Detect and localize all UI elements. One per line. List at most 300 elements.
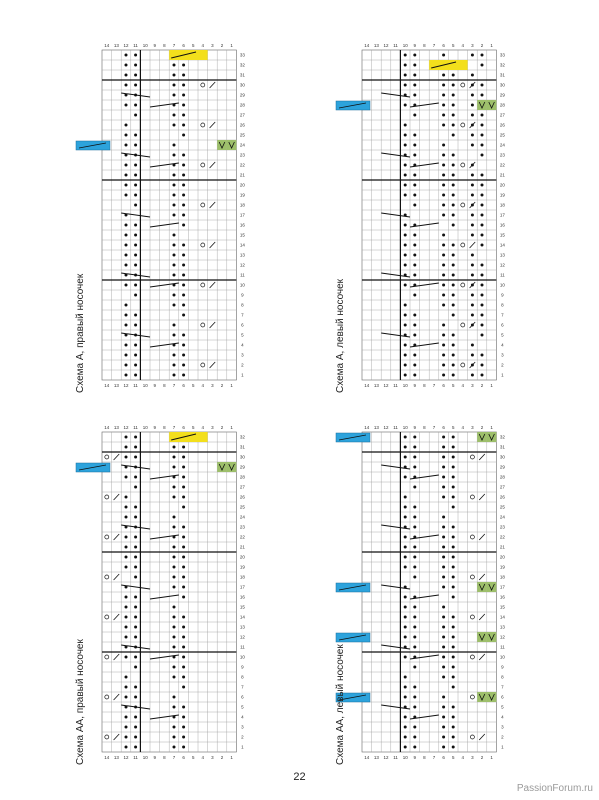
purl-stitch: [173, 94, 176, 97]
purl-stitch: [182, 466, 185, 469]
row-label: 22: [499, 534, 505, 540]
purl-stitch: [442, 636, 445, 639]
purl-stitch: [173, 64, 176, 67]
purl-stitch: [442, 184, 445, 187]
purl-stitch: [404, 546, 407, 549]
column-label: 5: [451, 755, 455, 760]
purl-stitch: [125, 546, 128, 549]
purl-stitch: [442, 334, 445, 337]
purl-stitch: [125, 104, 128, 107]
purl-stitch: [442, 736, 445, 739]
purl-stitch: [471, 234, 474, 237]
purl-stitch: [134, 144, 137, 147]
purl-stitch: [442, 576, 445, 579]
purl-stitch: [134, 606, 137, 609]
purl-stitch: [481, 204, 484, 207]
purl-stitch: [413, 636, 416, 639]
column-label: 1: [230, 755, 233, 760]
column-label: 14: [364, 755, 370, 760]
column-label: 10: [402, 425, 408, 430]
purl-stitch: [471, 104, 474, 107]
row-label: 19: [499, 192, 505, 198]
purl-stitch: [413, 706, 416, 709]
purl-stitch: [173, 696, 176, 699]
purl-stitch: [173, 606, 176, 609]
row-label: 24: [499, 514, 505, 520]
purl-stitch: [442, 436, 445, 439]
purl-stitch: [442, 626, 445, 629]
purl-stitch: [452, 456, 455, 459]
purl-stitch: [452, 274, 455, 277]
purl-stitch: [173, 626, 176, 629]
row-label: 31: [239, 72, 245, 78]
purl-stitch: [182, 726, 185, 729]
purl-stitch: [404, 184, 407, 187]
purl-stitch: [182, 656, 185, 659]
purl-stitch: [134, 294, 137, 297]
yellow-cable-highlight: [169, 50, 207, 60]
purl-stitch: [182, 616, 185, 619]
purl-stitch: [481, 304, 484, 307]
row-label: 13: [499, 252, 505, 258]
row-label: 5: [241, 332, 244, 338]
column-label: 1: [230, 383, 233, 388]
row-label: 18: [499, 574, 505, 580]
column-label: 4: [201, 43, 205, 48]
purl-stitch: [404, 264, 407, 267]
purl-stitch: [125, 566, 128, 569]
row-label: 30: [239, 454, 245, 460]
purl-stitch: [125, 656, 128, 659]
purl-stitch: [173, 214, 176, 217]
purl-stitch: [413, 234, 416, 237]
purl-stitch: [134, 364, 137, 367]
purl-stitch: [413, 546, 416, 549]
row-label: 2: [241, 734, 244, 740]
purl-stitch: [182, 476, 185, 479]
purl-stitch: [125, 234, 128, 237]
purl-stitch: [452, 566, 455, 569]
purl-stitch: [442, 374, 445, 377]
purl-stitch: [173, 114, 176, 117]
purl-stitch: [442, 364, 445, 367]
purl-stitch: [442, 716, 445, 719]
purl-stitch: [404, 144, 407, 147]
column-label: 8: [163, 383, 166, 388]
purl-stitch: [125, 726, 128, 729]
row-label: 3: [501, 352, 504, 358]
purl-stitch: [413, 184, 416, 187]
purl-stitch: [413, 696, 416, 699]
purl-stitch: [125, 144, 128, 147]
row-label: 18: [239, 574, 245, 580]
purl-stitch: [481, 144, 484, 147]
row-label: 20: [499, 554, 505, 560]
purl-stitch: [452, 184, 455, 187]
purl-stitch: [125, 516, 128, 519]
purl-stitch: [182, 556, 185, 559]
column-label: 1: [490, 755, 493, 760]
purl-stitch: [413, 204, 416, 207]
row-label: 18: [239, 202, 245, 208]
row-label: 32: [499, 62, 505, 68]
column-label: 3: [211, 383, 214, 388]
purl-stitch: [182, 204, 185, 207]
purl-stitch: [404, 374, 407, 377]
purl-stitch: [134, 456, 137, 459]
purl-stitch: [173, 736, 176, 739]
purl-stitch: [173, 646, 176, 649]
column-label: 1: [490, 383, 493, 388]
purl-stitch: [413, 646, 416, 649]
purl-stitch: [452, 314, 455, 317]
purl-stitch: [442, 54, 445, 57]
column-label: 4: [201, 755, 205, 760]
purl-stitch: [173, 556, 176, 559]
purl-stitch: [442, 746, 445, 749]
column-label: 8: [423, 755, 426, 760]
purl-stitch: [134, 114, 137, 117]
column-label: 9: [153, 425, 157, 430]
column-label: 7: [432, 425, 436, 430]
purl-stitch: [404, 234, 407, 237]
purl-stitch: [173, 274, 176, 277]
purl-stitch: [134, 696, 137, 699]
row-label: 28: [499, 474, 505, 480]
column-label: 14: [364, 43, 370, 48]
purl-stitch: [404, 556, 407, 559]
row-label: 27: [239, 112, 245, 118]
column-label: 14: [104, 43, 110, 48]
column-label: 8: [423, 43, 426, 48]
row-label: 19: [499, 564, 505, 570]
column-label: 13: [113, 43, 119, 48]
row-label: 11: [240, 644, 245, 650]
purl-stitch: [452, 254, 455, 257]
purl-stitch: [182, 536, 185, 539]
purl-stitch: [182, 586, 185, 589]
purl-stitch: [134, 374, 137, 377]
purl-stitch: [404, 506, 407, 509]
purl-stitch: [182, 114, 185, 117]
purl-stitch: [452, 104, 455, 107]
row-label: 21: [499, 172, 505, 178]
chart-grid: [340, 420, 510, 762]
purl-stitch: [134, 134, 137, 137]
column-label: 11: [133, 755, 138, 760]
purl-stitch: [404, 254, 407, 257]
purl-stitch: [442, 204, 445, 207]
purl-stitch: [182, 314, 185, 317]
purl-stitch: [442, 174, 445, 177]
purl-stitch: [125, 264, 128, 267]
row-label: 32: [499, 434, 505, 440]
row-label: 9: [241, 664, 244, 670]
purl-stitch: [413, 556, 416, 559]
purl-stitch: [471, 294, 474, 297]
purl-stitch: [134, 84, 137, 87]
row-label: 27: [499, 112, 505, 118]
purl-stitch: [173, 456, 176, 459]
column-label: 14: [104, 383, 110, 388]
purl-stitch: [442, 726, 445, 729]
purl-stitch: [452, 304, 455, 307]
purl-stitch: [134, 344, 137, 347]
purl-stitch: [442, 94, 445, 97]
row-label: 29: [239, 92, 245, 98]
purl-stitch: [413, 314, 416, 317]
row-label: 19: [239, 564, 245, 570]
purl-stitch: [413, 324, 416, 327]
column-label: 2: [480, 755, 484, 760]
row-label: 8: [241, 302, 244, 308]
purl-stitch: [182, 224, 185, 227]
column-label: 10: [142, 425, 148, 430]
column-label: 2: [220, 43, 224, 48]
purl-stitch: [452, 154, 455, 157]
purl-stitch: [125, 436, 128, 439]
column-label: 5: [451, 383, 455, 388]
purl-stitch: [452, 546, 455, 549]
purl-stitch: [404, 324, 407, 327]
row-label: 2: [501, 362, 504, 368]
column-label: 8: [423, 425, 426, 430]
purl-stitch: [413, 686, 416, 689]
purl-stitch: [182, 706, 185, 709]
purl-stitch: [452, 446, 455, 449]
purl-stitch: [125, 636, 128, 639]
purl-stitch: [404, 656, 407, 659]
row-label: 22: [239, 534, 245, 540]
column-label: 7: [432, 43, 436, 48]
column-label: 3: [471, 383, 474, 388]
purl-stitch: [442, 646, 445, 649]
row-label: 26: [239, 122, 245, 128]
purl-stitch: [125, 364, 128, 367]
purl-stitch: [125, 696, 128, 699]
row-label: 33: [499, 52, 505, 58]
purl-stitch: [182, 456, 185, 459]
purl-stitch: [125, 164, 128, 167]
purl-stitch: [452, 746, 455, 749]
purl-stitch: [404, 74, 407, 77]
column-label: 7: [172, 383, 176, 388]
purl-stitch: [182, 354, 185, 357]
row-label: 4: [241, 714, 244, 720]
purl-stitch: [134, 616, 137, 619]
purl-stitch: [125, 194, 128, 197]
purl-stitch: [413, 626, 416, 629]
purl-stitch: [173, 576, 176, 579]
row-label: 12: [499, 634, 505, 640]
row-label: 26: [499, 122, 505, 128]
column-label: 4: [461, 43, 465, 48]
purl-stitch: [413, 486, 416, 489]
row-label: 24: [239, 142, 245, 148]
purl-stitch: [134, 194, 137, 197]
purl-stitch: [404, 224, 407, 227]
purl-stitch: [471, 264, 474, 267]
purl-stitch: [182, 214, 185, 217]
column-label: 8: [163, 755, 166, 760]
purl-stitch: [404, 244, 407, 247]
purl-stitch: [134, 666, 137, 669]
purl-stitch: [173, 264, 176, 267]
purl-stitch: [182, 194, 185, 197]
row-label: 5: [501, 332, 504, 338]
row-label: 1: [241, 744, 244, 750]
purl-stitch: [452, 344, 455, 347]
purl-stitch: [413, 64, 416, 67]
column-label: 6: [442, 425, 445, 430]
purl-stitch: [134, 174, 137, 177]
purl-stitch: [134, 686, 137, 689]
purl-stitch: [182, 304, 185, 307]
row-label: 17: [499, 584, 505, 590]
row-label: 27: [239, 484, 245, 490]
purl-stitch: [442, 706, 445, 709]
purl-stitch: [182, 626, 185, 629]
purl-stitch: [134, 324, 137, 327]
column-label: 12: [383, 383, 389, 388]
row-label: 11: [500, 272, 505, 278]
purl-stitch: [134, 446, 137, 449]
purl-stitch: [442, 284, 445, 287]
column-label: 10: [142, 755, 148, 760]
row-label: 4: [501, 714, 504, 720]
purl-stitch: [481, 364, 484, 367]
purl-stitch: [125, 314, 128, 317]
row-label: 21: [499, 544, 505, 550]
purl-stitch: [125, 456, 128, 459]
purl-stitch: [442, 486, 445, 489]
purl-stitch: [471, 74, 474, 77]
purl-stitch: [452, 636, 455, 639]
purl-stitch: [471, 144, 474, 147]
row-label: 14: [239, 242, 245, 248]
purl-stitch: [481, 154, 484, 157]
purl-stitch: [442, 234, 445, 237]
column-label: 4: [461, 755, 465, 760]
purl-stitch: [182, 736, 185, 739]
column-label: 9: [153, 383, 157, 388]
purl-stitch: [452, 364, 455, 367]
purl-stitch: [404, 124, 407, 127]
column-label: 12: [383, 425, 389, 430]
purl-stitch: [134, 204, 137, 207]
purl-stitch: [125, 344, 128, 347]
purl-stitch: [173, 254, 176, 257]
purl-stitch: [442, 616, 445, 619]
column-label: 2: [220, 755, 224, 760]
row-label: 16: [239, 222, 245, 228]
purl-stitch: [173, 234, 176, 237]
row-label: 8: [241, 674, 244, 680]
column-label: 9: [413, 755, 417, 760]
purl-stitch: [173, 676, 176, 679]
purl-stitch: [173, 184, 176, 187]
row-label: 7: [241, 312, 244, 318]
column-label: 6: [442, 43, 445, 48]
purl-stitch: [452, 556, 455, 559]
purl-stitch: [404, 606, 407, 609]
column-label: 9: [153, 43, 157, 48]
column-label: 1: [230, 43, 233, 48]
column-label: 11: [393, 43, 398, 48]
purl-stitch: [404, 456, 407, 459]
purl-stitch: [442, 354, 445, 357]
purl-stitch: [125, 536, 128, 539]
purl-stitch: [125, 626, 128, 629]
purl-stitch: [442, 496, 445, 499]
row-label: 6: [501, 322, 504, 328]
purl-stitch: [125, 324, 128, 327]
purl-stitch: [413, 134, 416, 137]
row-label: 24: [239, 514, 245, 520]
purl-stitch: [442, 446, 445, 449]
row-label: 12: [239, 262, 245, 268]
column-label: 3: [471, 425, 474, 430]
purl-stitch: [125, 736, 128, 739]
row-label: 28: [239, 102, 245, 108]
column-label: 10: [142, 383, 148, 388]
purl-stitch: [173, 496, 176, 499]
purl-stitch: [182, 746, 185, 749]
row-label: 7: [501, 312, 504, 318]
purl-stitch: [413, 666, 416, 669]
row-label: 16: [239, 594, 245, 600]
column-label: 4: [201, 425, 205, 430]
column-label: 12: [123, 425, 129, 430]
purl-stitch: [404, 616, 407, 619]
purl-stitch: [481, 214, 484, 217]
column-label: 12: [123, 383, 129, 388]
row-label: 24: [499, 142, 505, 148]
purl-stitch: [413, 334, 416, 337]
purl-stitch: [125, 54, 128, 57]
row-label: 10: [239, 654, 245, 660]
purl-stitch: [134, 726, 137, 729]
purl-stitch: [452, 174, 455, 177]
column-label: 13: [113, 383, 119, 388]
row-label: 28: [499, 102, 505, 108]
column-label: 5: [191, 383, 195, 388]
row-label: 13: [499, 624, 505, 630]
purl-stitch: [442, 304, 445, 307]
purl-stitch: [442, 606, 445, 609]
purl-stitch: [452, 284, 455, 287]
purl-stitch: [404, 596, 407, 599]
purl-stitch: [173, 304, 176, 307]
row-label: 18: [499, 202, 505, 208]
purl-stitch: [125, 374, 128, 377]
purl-stitch: [134, 536, 137, 539]
row-label: 8: [501, 674, 504, 680]
purl-stitch: [481, 114, 484, 117]
purl-stitch: [442, 124, 445, 127]
purl-stitch: [134, 486, 137, 489]
column-label: 1: [490, 43, 493, 48]
column-label: 4: [461, 383, 465, 388]
purl-stitch: [481, 124, 484, 127]
purl-stitch: [452, 476, 455, 479]
purl-stitch: [125, 124, 128, 127]
purl-stitch: [134, 104, 137, 107]
purl-stitch: [442, 516, 445, 519]
purl-stitch: [182, 344, 185, 347]
row-label: 1: [501, 372, 504, 378]
purl-stitch: [182, 164, 185, 167]
